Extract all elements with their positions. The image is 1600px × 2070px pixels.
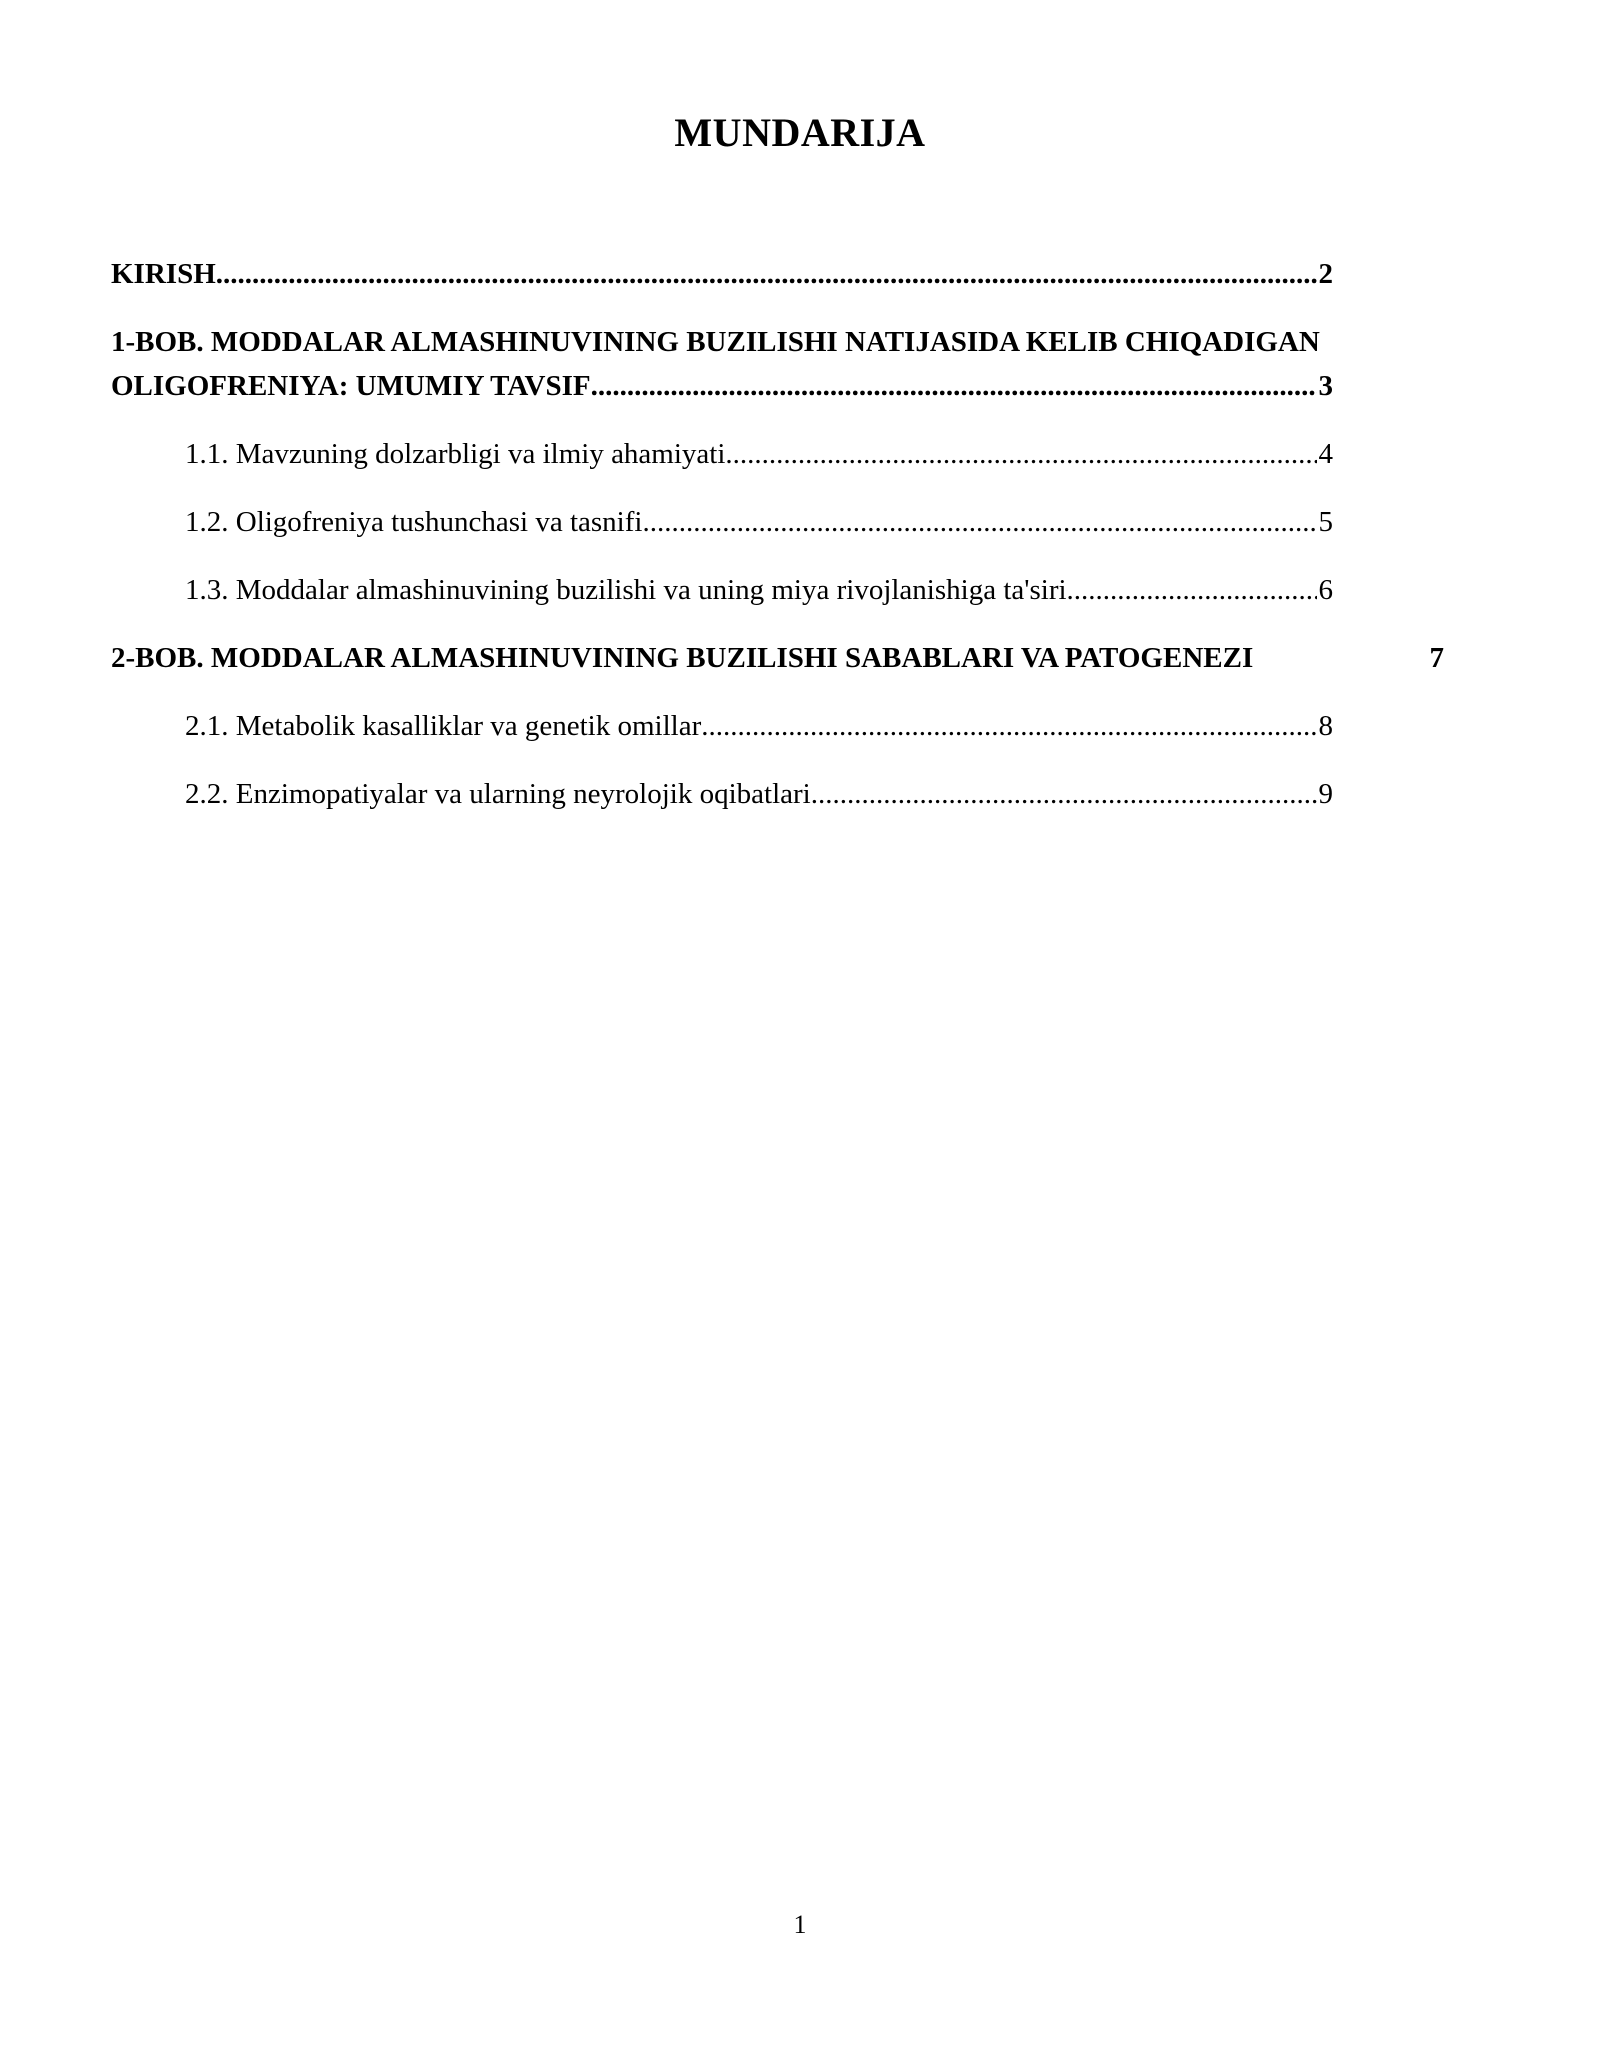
toc-entry-intro[interactable] [111, 252, 1333, 296]
table-of-contents [111, 252, 1444, 840]
dot-leader [725, 432, 1316, 476]
page-title: MUNDARIJA [674, 110, 926, 155]
toc-entry-section-1-2[interactable] [111, 500, 1333, 544]
toc-entry-label: 2.2. Enzimopatiyalar va ularning neyrolojik oqibatlari [185, 778, 811, 810]
toc-entry-section-1-3[interactable] [111, 568, 1333, 612]
toc-entry-label: 1.1. Mavzuning dolzarbligi va ilmiy ahamiyati [185, 438, 726, 470]
dot-leader [591, 364, 1317, 408]
toc-entry-label-line2: OLIGOFRENIYA: UMUMIY TAVSIF [111, 370, 591, 402]
toc-entry-label: 1.2. Oligofreniya tushunchasi va tasnifi [185, 506, 643, 538]
page-number: 1 [793, 1910, 807, 1939]
toc-entry-label-line1: 1-BOB. MODDALAR ALMASHINUVINING BUZILISHI NATIJASIDA KELIB CHIQADIGAN [111, 326, 1320, 358]
toc-entry-line2 [111, 364, 1333, 408]
toc-entry-page: 9 [1318, 778, 1333, 810]
dot-leader [642, 500, 1316, 544]
toc-entry-page: 5 [1318, 506, 1333, 538]
dot-leader [701, 704, 1316, 748]
toc-entry-page: 8 [1318, 710, 1333, 742]
toc-entry-page: 7 [1429, 642, 1444, 674]
dot-leader [811, 772, 1317, 816]
toc-entry-label: 1.3. Moddalar almashinuvining buzilishi va uning miya rivojlanishiga ta'siri [185, 574, 1067, 606]
toc-entry-chapter-1[interactable] [111, 320, 1333, 408]
toc-entry-label: 2-BOB. MODDALAR ALMASHINUVINING BUZILISHI SABABLARI VA PATOGENEZI [111, 642, 1254, 674]
toc-entry-section-2-1[interactable] [111, 704, 1333, 748]
toc-entry-label: KIRISH [111, 258, 216, 290]
toc-entry-page: 3 [1318, 370, 1333, 402]
toc-entry-page: 6 [1318, 574, 1333, 606]
toc-entry-section-2-2[interactable] [111, 772, 1333, 816]
dot-leader [216, 252, 1317, 296]
toc-entry-page: 2 [1318, 258, 1333, 290]
dot-leader [1067, 568, 1317, 612]
toc-entry-chapter-2[interactable] [111, 636, 1444, 680]
toc-entry-section-1-1[interactable] [111, 432, 1333, 476]
toc-entry-label: 2.1. Metabolik kasalliklar va genetik omillar [185, 710, 702, 742]
toc-entry-page: 4 [1318, 438, 1333, 470]
